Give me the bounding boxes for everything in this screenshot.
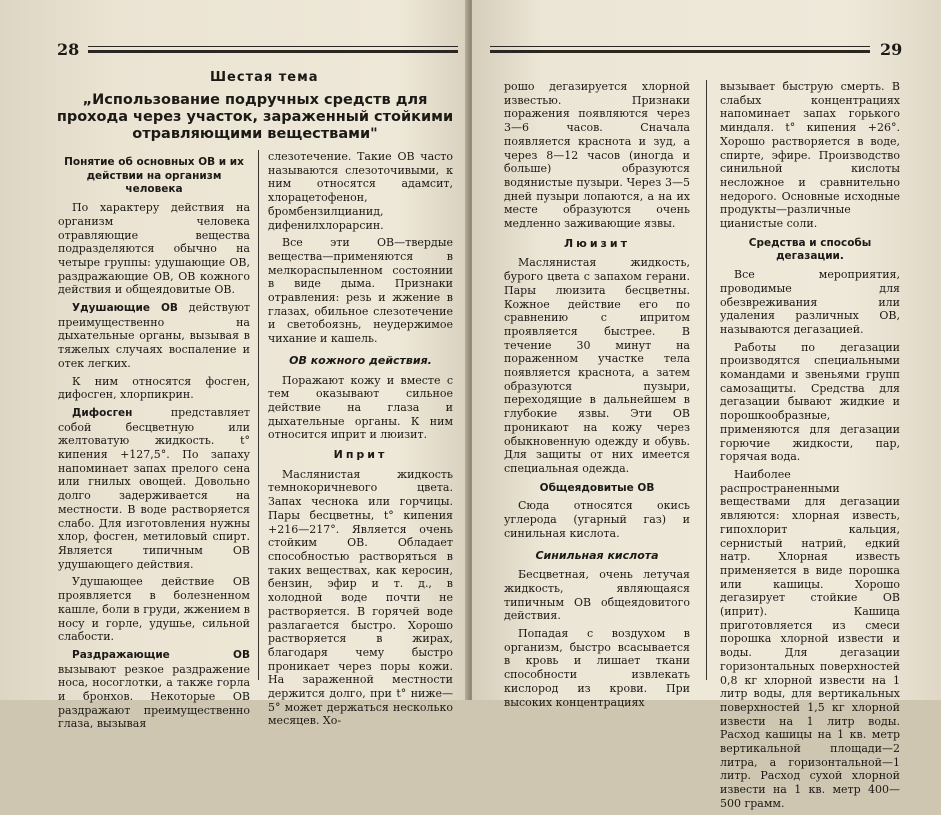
right-column-1: [504, 80, 690, 713]
left-page: [0, 0, 469, 731]
column-divider: [258, 150, 259, 680]
section-heading: Люизит: [563, 236, 630, 250]
paragraph: Наиболее распространенными веществами для дегазации являются: хлорная известь, гипохлорит кальция, сернистый натрий, едкий натр. Хлорная известь применяется в виде порошка или кашицы. Хорошо дегазирует стойкие ОВ (иприт). Кашица приготовляется из смеси порошка хлорной извести и воды. Для дегазации горизонтальных поверхностей 0,8 кг хлорной извести на 1 литр воды, для вертикальных поверхностей 1,5 кг хлорной извести на 1 литр воды. Расход кашицы на 1 кв. метр вертикальной площади—2 литра, а горизонтальной—1 литр. Расход сухой хлорной извести на 1 кв. метр 400—500 грамм.: [720, 467, 900, 810]
paragraph: Работы по дегазации производятся специальными командами и звеньями групп самозащиты. Средства для дегазации бывают жидкие и порошкообразные, применяются для дегазации горючие жидкости, пар, горячая вода.: [720, 340, 900, 464]
header-rule-left-thin: [88, 46, 458, 47]
left-column-2: [268, 150, 453, 732]
section-heading: Иприт: [333, 448, 388, 462]
paragraph-text: представляет собой бесцветную или желтоватую жидкость. t° кипения +127,5°. По запаху напоминает запах прелого сена или гнилых овощей. Довольно долго задерживается на местности. В воде растворяется слабо. Для изготовления нужны хлор, фосген, метиловый спирт. Является типичным ОВ удушающего действия.: [58, 405, 250, 571]
paragraph: Маслянистая жидкость темнокоричневого цвета. Запах чеснока или горчицы. Пары бесцветны, t° кипения +216—217°. Является очень стойким ОВ. Обладает способностью растворяться в таких веществах, как керосин, бензин, эфир и т. д., в холодной воде почти не растворяется. В горячей воде разлагается быстро. Хорошо растворяется в жирах, благодаря чему быстро проникает через поры кожи. На зараженной местности держится долго, при t° ниже—5° может держаться несколько месяцев. Хо-: [268, 467, 453, 728]
header-rule-right-thin: [490, 46, 870, 47]
section-heading: Средства и способы дегазации.: [748, 236, 872, 263]
paragraph: рошо дегазируется хлорной известью. Признаки поражения появляются через 3—6 часов. Сначала появляется краснота и зуд, а через 8—12 часов (иногда и больше) образуются водянистые пузыри. Через 3—5 дней пузыри лопаются, а на их месте образуются очень медленно заживающие язвы.: [504, 80, 690, 231]
paragraph: Попадая с воздухом в организм, быстро всасывается в кровь и лишает ткани способности извлекать кислород из крови. При высоких концентрациях: [504, 627, 690, 709]
paragraph: вызывает быструю смерть. В слабых концентрациях напоминает запах горького миндаля. t° кипения +26°. Хорошо растворяется в воде, спирте, эфире. Производство синильной кислоты несложное и сравнительно недорого. Основные исходные продукты—различные цианистые соли.: [720, 80, 900, 231]
page-number-left: 28: [57, 40, 80, 59]
paragraph: [58, 406, 250, 571]
topic-title: „Использование подручных средств для прохода через участок, зараженный стойкими отравляющими веществами": [56, 92, 454, 142]
paragraph: К ним относятся фосген, дифосген, хлорпикрин.: [58, 374, 250, 402]
paragraph: Все эти ОВ—твердые вещества—применяются в мелкораспыленном состоянии в виде дыма. Признаки отравления: резь и жжение в глазах, обильное слезотечение и светобоязнь, неудержимое чихание и кашель.: [268, 236, 453, 346]
paragraph: Поражают кожу и вместе с тем оказывают сильное действие на глаза и дыхательные органы. К ним относится иприт и люизит.: [268, 373, 453, 442]
paragraph: [58, 648, 250, 731]
paragraph-text: вызывают резкое раздражение носа, носоглотки, а также горла и бронхов. Некоторые ОВ раздражают преимущественно глаза, вызывая: [58, 662, 250, 731]
paragraph: Маслянистая жидкость, бурого цвета с запахом герани. Пары люизита бесцветны. Кожное действие его по сравнению с ипритом проявляется быстрее. В течение 30 минут на пораженном участке тела появляется краснота, а затем образуются пузыри, переходящие в дальнейшем в глубокие язвы. Эти ОВ проникают на кожу через обыкновенную одежду и обувь. Для защиты от них имеется специальная одежда.: [504, 256, 690, 475]
paragraph: По характеру действия на организм человека отравляющие вещества подразделяются обычно на четыре группы: удушающие ОВ, раздражающие ОВ, ОВ кожного действия и общеядовитые ОВ.: [58, 201, 250, 297]
theme-heading: Шестая тема: [210, 70, 319, 85]
paragraph: Удушающее действие ОВ проявляется в болезненном кашле, боли в груди, жжением в носу и горле, удушье, сильной слабости.: [58, 575, 250, 644]
paragraph: [58, 301, 250, 371]
paragraph: Сюда относятся окись углерода (угарный газ) и синильная кислота.: [504, 499, 690, 540]
lead-term: Раздражающие ОВ: [72, 648, 250, 661]
page-number-right: 29: [880, 40, 903, 59]
right-page: [472, 0, 941, 810]
section-heading: ОВ кожного действия.: [289, 353, 432, 367]
header-rule-right: [490, 50, 870, 53]
paragraph: слезотечение. Такие ОВ часто называются слезоточивыми, к ним относятся адамсит, хлорацетофенон, бромбензилцианид, дифенилхлорарсин.: [268, 150, 453, 232]
column-divider: [706, 80, 707, 680]
lead-term: Удушающие ОВ: [72, 302, 178, 315]
lead-term: Дифосген: [72, 406, 133, 419]
section-heading: Понятие об основных ОВ и их действии на организм человека: [64, 156, 244, 196]
paragraph-text: действуют преимущественно на дыхательные органы, вызывая в тяжелых случаях воспаление и отек легких.: [58, 301, 250, 370]
paragraph: Бесцветная, очень летучая жидкость, являющаяся типичным ОВ общеядовитого действия.: [504, 568, 690, 623]
section-heading: Общеядовитые ОВ: [539, 481, 655, 494]
header-rule-left: [88, 50, 458, 53]
left-column-1: [58, 150, 250, 735]
section-heading: Синильная кислота: [535, 548, 659, 562]
right-column-2: [720, 80, 900, 815]
paragraph: Все мероприятия, проводимые для обезвреживания или удаления различных ОВ, называются дегазацией.: [720, 268, 900, 336]
